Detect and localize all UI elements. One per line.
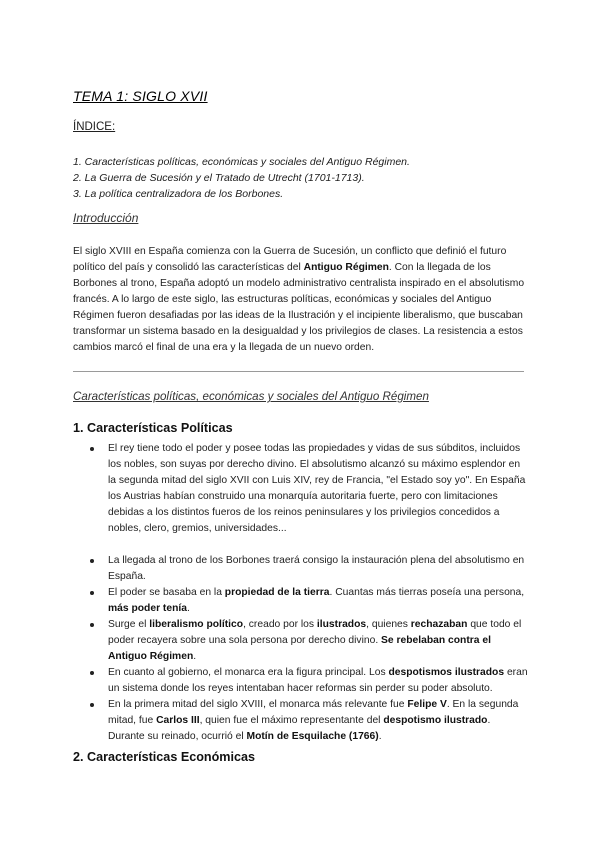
index-label: ÍNDICE: [73, 121, 116, 133]
bold-text: liberalismo político [149, 619, 244, 630]
list-item [73, 585, 528, 617]
bold-text: Motín de Esquilache (1766) [246, 731, 379, 742]
text-span: El poder se basaba en la [108, 587, 225, 598]
text-span: En cuanto al gobierno, el monarca era la figura principal. Los [108, 667, 389, 678]
list-item [73, 697, 528, 745]
text-span: . [193, 651, 197, 662]
bullet-list [73, 441, 528, 745]
text-span: . Con la llegada de los Borbones al trono, España adoptó un modelo administrativo centralista inspirado en el absolutismo francés. A lo largo de este siglo, las estructuras políticas, económicas y sociales del Antiguo Régimen fueron desafiadas por las ideas de la Ilustración y el incipiente liberalismo, que buscaban transformar un sistema basado en la desigualdad y los privilegios de clases. La resistencia a estos cambios marcó el final de una era y la llegada de un nuevo orden. [73, 262, 525, 353]
text-span: En la primera mitad del siglo XVIII, el monarca más relevante fue [108, 699, 408, 710]
bullet-icon [90, 623, 94, 627]
toc-item: 1. Características políticas, económicas y sociales del Antiguo Régimen. [73, 156, 410, 168]
bold-text: más poder tenía [108, 603, 187, 614]
list-item [73, 553, 528, 585]
bold-text: Felipe V [407, 699, 447, 710]
bold-text: ilustrados [316, 619, 367, 630]
text-span: . En la segunda mitad, fue [108, 699, 519, 726]
text-span: que todo el poder recayera sobre una sola persona por derecho divino. [108, 619, 522, 646]
bullet-icon [90, 671, 94, 675]
bold-text: despotismos ilustrados [388, 667, 505, 678]
list-item [73, 441, 528, 537]
document-title: TEMA 1: SIGLO XVII [73, 88, 208, 104]
subsection-heading-economicas: 2. Características Económicas [73, 750, 256, 764]
text-span: , quienes [366, 619, 411, 630]
bold-text: Antiguo Régimen [303, 262, 389, 273]
subsection-heading-politicas: 1. Características Políticas [73, 421, 233, 435]
list-item [73, 617, 528, 665]
toc-item: 2. La Guerra de Sucesión y el Tratado de Utrecht (1701-1713). [73, 172, 365, 184]
list-item [73, 665, 528, 697]
bold-text: rechazaban [410, 619, 468, 630]
bullet-icon [90, 591, 94, 595]
text-span: , quien fue el máximo representante del [199, 715, 384, 726]
text-span: Surge el [108, 619, 150, 630]
text-span: . [186, 603, 190, 614]
intro-paragraph [73, 244, 527, 356]
bold-text: Carlos III [156, 715, 200, 726]
bold-text: despotismo ilustrado [383, 715, 488, 726]
horizontal-divider [73, 371, 524, 372]
text-span: . [378, 731, 382, 742]
text-span: eran un sistema donde los reyes intentaban hacer reformas sin perder su poder absoluto. [108, 667, 528, 694]
text-span: . Cuantas más tierras poseía una persona, [329, 587, 525, 598]
intro-heading: Introducción [73, 211, 139, 225]
bold-text: propiedad de la tierra [224, 587, 330, 598]
section-title: Características políticas, económicas y sociales del Antiguo Régimen [73, 390, 429, 403]
bullet-icon [90, 447, 94, 451]
bullet-icon [90, 703, 94, 707]
list-spacer [73, 537, 528, 553]
text-span: El rey tiene todo el poder y posee todas las propiedades y vidas de sus súbditos, incluidos los nobles, son suyas por derecho divino. El absolutismo alcanzó su máximo esplendor en la segunda mitad del siglo XVII con Luis XIV, rey de Francia, "el Estado soy yo". En España los Austrias habían construido una monarquía autoritaria fuerte, pero con limitaciones debidas a los distintos fueros de los reinos peninsulares y los privilegios concedidos a nobles, clero, gremios, universidades... [108, 443, 526, 534]
bullet-icon [90, 559, 94, 563]
bold-text: Se rebelaban contra el Antiguo Régimen [108, 635, 491, 662]
text-span: . Durante su reinado, ocurrió el [108, 715, 491, 742]
text-span: La llegada al trono de los Borbones traerá consigo la instauración plena del absolutismo en España. [108, 555, 525, 582]
text-span: El siglo XVIII en España comienza con la Guerra de Sucesión, un conflicto que definió el futuro político del país y consolidó las características del [73, 246, 507, 273]
toc-item: 3. La política centralizadora de los Borbones. [73, 188, 284, 200]
table-of-contents [73, 154, 410, 202]
text-span: , creado por los [243, 619, 317, 630]
